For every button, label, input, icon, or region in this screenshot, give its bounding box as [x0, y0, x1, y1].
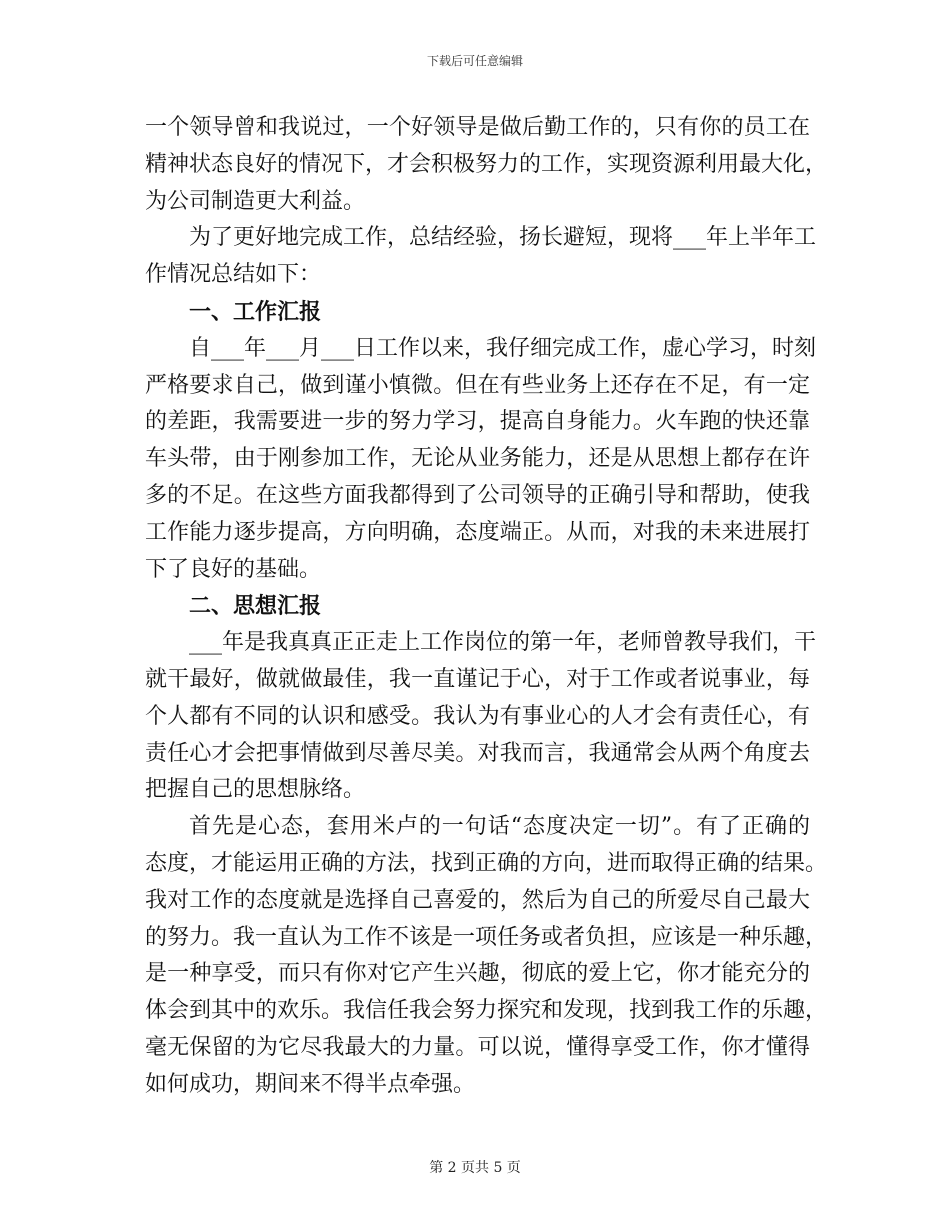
paragraph [145, 331, 817, 589]
text-line: 我对工作的态度就是选择自己喜爱的，然后为自己的所爱尽自己最大 [145, 887, 810, 913]
text-line: 一个领导曾和我说过，一个好领导是做后勤工作的，只有你的员工在 [145, 115, 810, 140]
paragraph [145, 625, 817, 809]
text-line: 的差距，我需要进一步的努力学习，提高自身能力。火车跑的快还靠 [145, 409, 810, 435]
text-line: 精神状态良好的情况下，才会积极努力的工作，实现资源利用最大化， [145, 151, 828, 177]
text-line: 二、思想汇报 [189, 593, 322, 620]
text-line: 把握自己的思想脉络。 [145, 777, 366, 803]
text-line: 作情况总结如下： [145, 262, 322, 288]
text-line: 下了良好的基础。 [145, 556, 322, 582]
page-footer: 第 2 页共 5 页 [429, 1160, 521, 1176]
text-line: 工作能力逐步提高，方向明确，态度端正。从而，对我的未来进展打 [145, 519, 810, 545]
text-line: 态度，才能运用正确的方法，找到正确的方向，进而取得正确的结果。 [145, 850, 828, 876]
page-header: 下载后可任意编辑 [426, 54, 523, 68]
paragraph [145, 220, 817, 294]
document-body [145, 110, 828, 1104]
text-line: 一、工作汇报 [189, 298, 322, 325]
text-line: 就干最好，做就做最佳，我一直谨记于心，对于工作或者说事业，每 [145, 666, 810, 692]
text-line: 体会到其中的欢乐。我信任我会努力探究和发现，找到我工作的乐趣， [145, 998, 828, 1024]
text-line: 自___年___月___日工作以来，我仔细完成工作，虚心学习，时刻 [189, 335, 817, 361]
paragraph [145, 809, 828, 1103]
section-heading [145, 588, 810, 625]
text-line: 为公司制造更大利益。 [145, 188, 366, 214]
text-line: 是一种享受，而只有你对它产生兴趣，彻底的爱上它，你才能充分的 [145, 961, 810, 987]
text-line: 多的不足。在这些方面我都得到了公司领导的正确引导和帮助，使我 [145, 482, 810, 508]
text-line: 的努力。我一直认为工作不该是一项任务或者负担，应该是一种乐趣， [145, 924, 828, 950]
text-line: 如何成功，期间来不得半点牵强。 [145, 1071, 476, 1097]
text-line: 为了更好地完成工作，总结经验，扬长避短，现将___年上半年工 [189, 225, 817, 251]
text-line: 毫无保留的为它尽我最大的力量。可以说，懂得享受工作，你才懂得 [145, 1034, 810, 1060]
text-line: 车头带，由于刚参加工作，无论从业务能力，还是从思想上都存在许 [145, 446, 810, 472]
text-line: 责任心才会把事情做到尽善尽美。对我而言，我通常会从两个角度去 [145, 740, 810, 766]
text-line: 个人都有不同的认识和感受。我认为有事业心的人才会有责任心，有 [145, 703, 810, 729]
section-heading [145, 294, 810, 331]
paragraph [145, 110, 828, 220]
text-line: 严格要求自己，做到谨小慎微。但在有些业务上还存在不足，有一定 [145, 372, 810, 398]
text-line: 首先是心态，套用米卢的一句话“态度决定一切”。有了正确的 [189, 814, 810, 840]
text-line: ___年是我真真正正走上工作岗位的第一年，老师曾教导我们，干 [189, 630, 817, 656]
